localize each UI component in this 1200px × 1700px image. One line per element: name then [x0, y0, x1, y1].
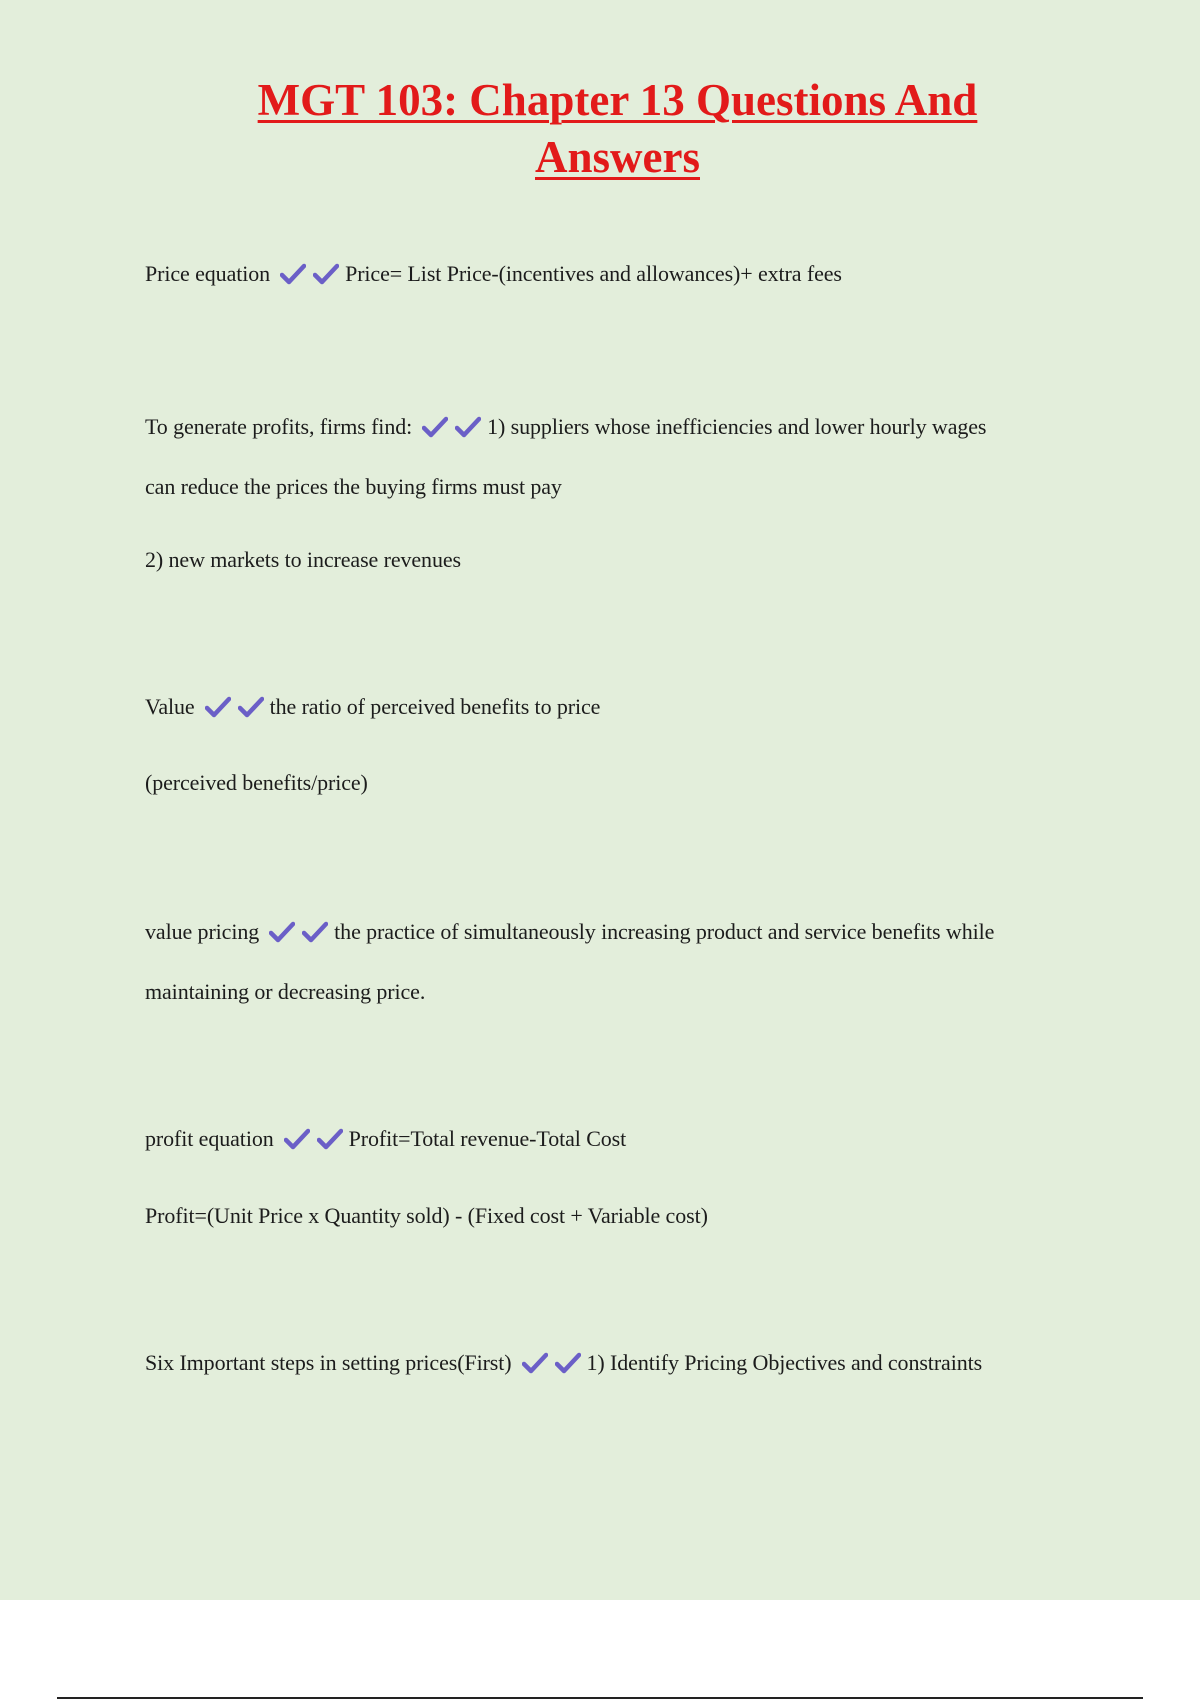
check-icon — [238, 696, 264, 718]
qa-answer: 1) Identify Pricing Objectives and constraints — [586, 1350, 983, 1375]
check-icon — [422, 416, 448, 438]
check-icon — [455, 416, 481, 438]
qa-item-setting-prices — [145, 1348, 982, 1382]
double-check-icon — [269, 921, 330, 951]
double-check-icon — [205, 696, 266, 726]
check-icon — [555, 1352, 581, 1374]
document-title-line-1: MGT 103: Chapter 13 Questions And — [257, 75, 978, 125]
check-icon — [269, 921, 295, 943]
qa-term: value pricing — [145, 919, 260, 944]
double-check-icon — [284, 1128, 345, 1158]
qa-term: profit equation — [145, 1126, 274, 1151]
qa-term: Six Important steps in setting prices(First) — [145, 1350, 512, 1375]
document-title-line-2: Answers — [535, 132, 700, 182]
check-icon — [205, 696, 231, 718]
check-icon — [302, 921, 328, 943]
qa-answer: 1) suppliers whose inefficiencies and lower hourly wages — [487, 414, 987, 439]
check-icon — [280, 263, 306, 285]
check-icon — [522, 1352, 548, 1374]
qa-item-value-pricing — [145, 917, 994, 951]
qa-answer: Profit=Total revenue-Total Cost — [348, 1126, 627, 1151]
check-icon — [313, 263, 339, 285]
qa-answer: the practice of simultaneously increasing product and service benefits while — [334, 919, 995, 944]
qa-item-price-equation — [145, 259, 842, 293]
check-icon — [317, 1128, 343, 1150]
qa-term: Price equation — [145, 261, 271, 286]
qa-answer-continued: (perceived benefits/price) — [145, 770, 368, 795]
check-icon — [284, 1128, 310, 1150]
document-title — [0, 72, 1200, 186]
qa-answer-continued: maintaining or decreasing price. — [145, 979, 426, 1004]
footer-divider — [57, 1697, 1143, 1699]
qa-item-generate-profits — [145, 412, 986, 446]
qa-term: Value — [145, 694, 195, 719]
qa-term: To generate profits, firms find: — [145, 414, 413, 439]
double-check-icon — [522, 1352, 583, 1382]
qa-answer-continued: 2) new markets to increase revenues — [145, 547, 461, 572]
double-check-icon — [280, 263, 341, 293]
qa-item-profit-equation — [145, 1124, 626, 1158]
qa-answer-continued: Profit=(Unit Price x Quantity sold) - (Fixed cost + Variable cost) — [145, 1203, 708, 1228]
qa-answer-continued: can reduce the prices the buying firms must pay — [145, 474, 562, 499]
qa-answer: the ratio of perceived benefits to price — [269, 694, 601, 719]
qa-answer: Price= List Price-(incentives and allowances)+ extra fees — [345, 261, 842, 286]
qa-item-value — [145, 692, 600, 726]
double-check-icon — [422, 416, 483, 446]
